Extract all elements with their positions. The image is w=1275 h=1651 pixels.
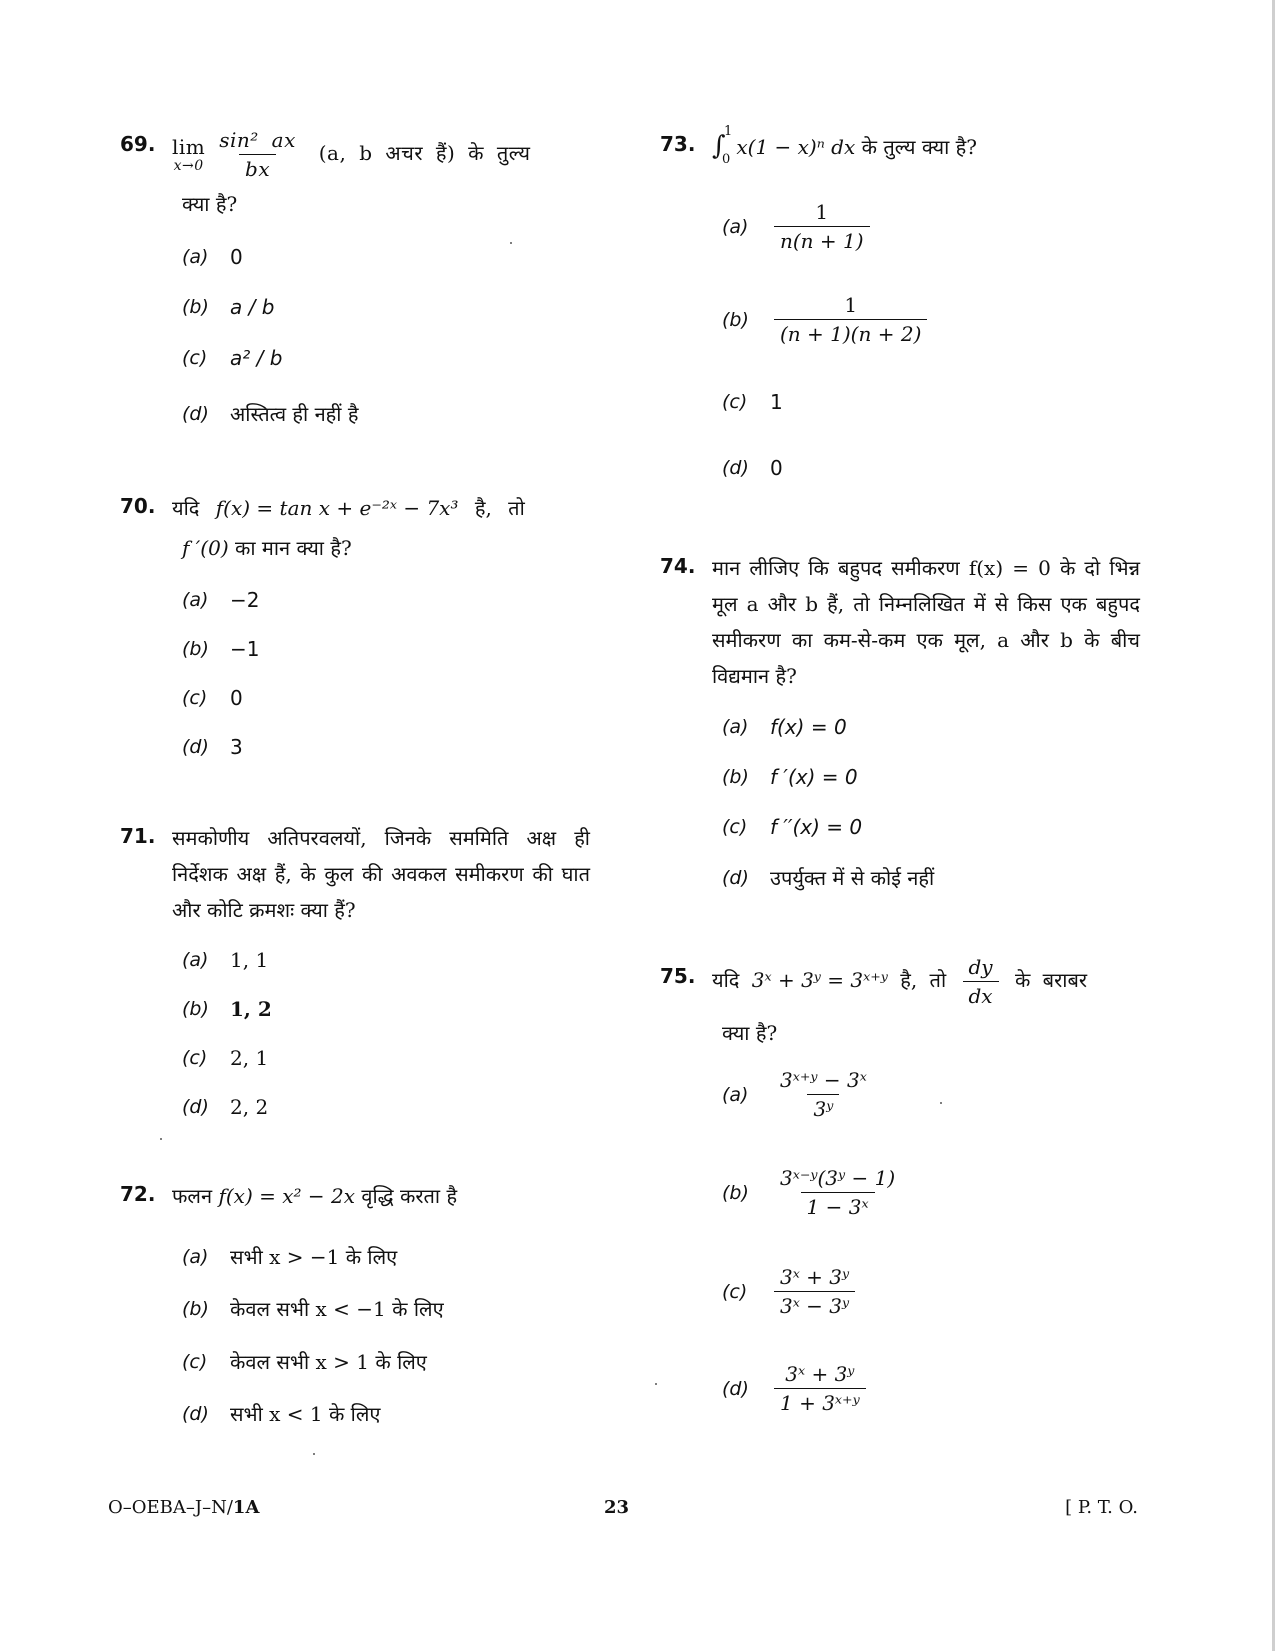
question-71 [120, 820, 590, 928]
option-69-c[interactable]: (c) a² / b [182, 346, 283, 370]
question-stem: फलन f(x) = x² − 2x वृद्धि करता है [172, 1184, 458, 1208]
question-number: 70. [120, 494, 156, 518]
scan-speck [313, 1453, 315, 1455]
fraction: $\frac{1}{n(n + 1)}$ [774, 200, 870, 253]
option-73-c[interactable]: (c) 1 [722, 390, 783, 414]
question-stem: यदि f(x) = tan x + e⁻²ˣ − 7x³ है, तो [172, 496, 525, 520]
page-number: 23 [604, 1497, 630, 1518]
question-69 [120, 128, 590, 216]
option-73-d[interactable]: (d) 0 [722, 456, 783, 480]
question-number: 73. [660, 132, 696, 156]
option-75-b[interactable]: (b) $\frac{\text{3ˣ⁻ʸ(3ʸ − 1)}}{\text{1 − 3ˣ}}$ [722, 1166, 905, 1219]
limit-fraction: $\frac{\text{sin² ax}}{bx}$ [219, 128, 296, 181]
fraction: $\frac{\text{3ˣ + 3ʸ}}{\text{3ˣ − 3ʸ}}$ [774, 1265, 855, 1318]
option-71-d[interactable]: (d) 2, 2 [182, 1095, 269, 1119]
question-stem-line2: क्या है? [722, 1021, 778, 1045]
limit-expression: lim x→0 [172, 134, 206, 174]
option-74-d[interactable]: (d) उपर्युक्त में से कोई नहीं [722, 866, 935, 890]
page-footer [108, 1497, 1138, 1527]
question-number: 69. [120, 132, 156, 156]
scan-speck [160, 1138, 162, 1140]
booklet-code: O–OEBA–J–N/1A [108, 1497, 260, 1518]
question-73 [660, 124, 1140, 167]
integral-sign: ∫ 1 0 [712, 124, 733, 167]
option-71-a[interactable]: (a) 1, 1 [182, 948, 269, 972]
formula: f(x) = tan x + e⁻²ˣ − 7x³ [215, 496, 459, 520]
option-70-d[interactable]: (d) 3 [182, 735, 243, 759]
option-74-c[interactable]: (c) f ′′(x) = 0 [722, 815, 863, 839]
formula: f(x) = x² − 2x [218, 1184, 355, 1208]
question-stem-line2: f ′(0) का मान क्या है? [182, 536, 352, 560]
question-74 [660, 550, 1140, 694]
option-75-c[interactable]: (c) $\frac{\text{3ˣ + 3ʸ}}{\text{3ˣ − 3ʸ}}$ [722, 1265, 859, 1318]
option-74-a[interactable]: (a) f(x) = 0 [722, 715, 847, 739]
question-stem: मान लीजिए कि बहुपद समीकरण f(x) = 0 के दो भिन्न मूल a और b हैं, तो निम्नलिखित में से किस एक बहुपद समीकरण का कम-से-कम एक मूल, a और b के बीच विद्यमान है? [712, 556, 1140, 688]
question-number: 72. [120, 1182, 156, 1206]
option-72-a[interactable]: (a) सभी x > −1 के लिए [182, 1245, 398, 1269]
option-74-b[interactable]: (b) f ′(x) = 0 [722, 765, 858, 789]
fraction: $\frac{1}{(n + 1)(n + 2)}$ [774, 293, 927, 346]
question-stem: lim x→0 $\frac{\text{sin² ax}}{bx}$ (a, b अचर हैं) के तुल्य [172, 128, 531, 181]
fraction: $\frac{\text{3ˣ + 3ʸ}}{\text{1 + 3ˣ⁺ʸ}}$ [774, 1362, 866, 1415]
question-72 [120, 1178, 590, 1214]
option-72-b[interactable]: (b) केवल सभी x < −1 के लिए [182, 1297, 444, 1321]
option-75-a[interactable]: (a) $\frac{\text{3ˣ⁺ʸ − 3ˣ}}{\text{3ʸ}}$ [722, 1068, 877, 1121]
question-number: 74. [660, 554, 696, 578]
question-stem: यदि 3ˣ + 3ʸ = 3ˣ⁺ʸ है, तो $\frac{dy}{dx}$ के बराबर [712, 955, 1088, 1008]
fraction: $\frac{\text{3ˣ⁺ʸ − 3ˣ}}{\text{3ʸ}}$ [780, 1068, 867, 1121]
option-69-a[interactable]: (a) 0 [182, 245, 243, 269]
scan-speck [655, 1383, 657, 1385]
question-number: 71. [120, 824, 156, 848]
option-72-c[interactable]: (c) केवल सभी x > 1 के लिए [182, 1350, 427, 1374]
question-stem-line2: क्या है? [182, 192, 238, 216]
option-73-a[interactable]: (a) $\frac{1}{n(n + 1)}$ [722, 200, 874, 253]
question-stem: समकोणीय अतिपरवलयों, जिनके सममिति अक्ष ही निर्देशक अक्ष हैं, के कुल की अवकल समीकरण की घात और कोटि क्रमशः क्या हैं? [172, 826, 590, 922]
fraction: $\frac{\text{3ˣ⁻ʸ(3ʸ − 1)}}{\text{1 − 3ˣ}}$ [780, 1166, 896, 1219]
derivative-fraction: $\frac{dy}{dx}$ [963, 955, 999, 1008]
scan-speck [510, 242, 512, 244]
option-71-c[interactable]: (c) 2, 1 [182, 1046, 269, 1070]
option-69-b[interactable]: (b) a / b [182, 295, 275, 319]
question-number: 75. [660, 964, 696, 988]
question-75 [660, 955, 1140, 1045]
option-70-a[interactable]: (a) −2 [182, 588, 260, 612]
option-71-b[interactable]: (b) 1, 2 [182, 997, 272, 1021]
formula: 3ˣ + 3ʸ = 3ˣ⁺ʸ [751, 968, 888, 992]
question-70 [120, 490, 590, 560]
question-stem: ∫ 1 0 x(1 − x)ⁿ dx के तुल्य क्या है? [712, 124, 978, 167]
option-69-d[interactable]: (d) अस्तित्व ही नहीं है [182, 402, 359, 426]
pto-note: [ P. T. O. [1065, 1497, 1138, 1518]
scan-speck [940, 1102, 942, 1104]
option-70-b[interactable]: (b) −1 [182, 637, 260, 661]
option-75-d[interactable]: (d) $\frac{\text{3ˣ + 3ʸ}}{\text{1 + 3ˣ⁺ʸ}}$ [722, 1362, 870, 1415]
option-72-d[interactable]: (d) सभी x < 1 के लिए [182, 1402, 381, 1426]
option-73-b[interactable]: (b) $\frac{1}{(n + 1)(n + 2)}$ [722, 293, 931, 346]
option-70-c[interactable]: (c) 0 [182, 686, 243, 710]
